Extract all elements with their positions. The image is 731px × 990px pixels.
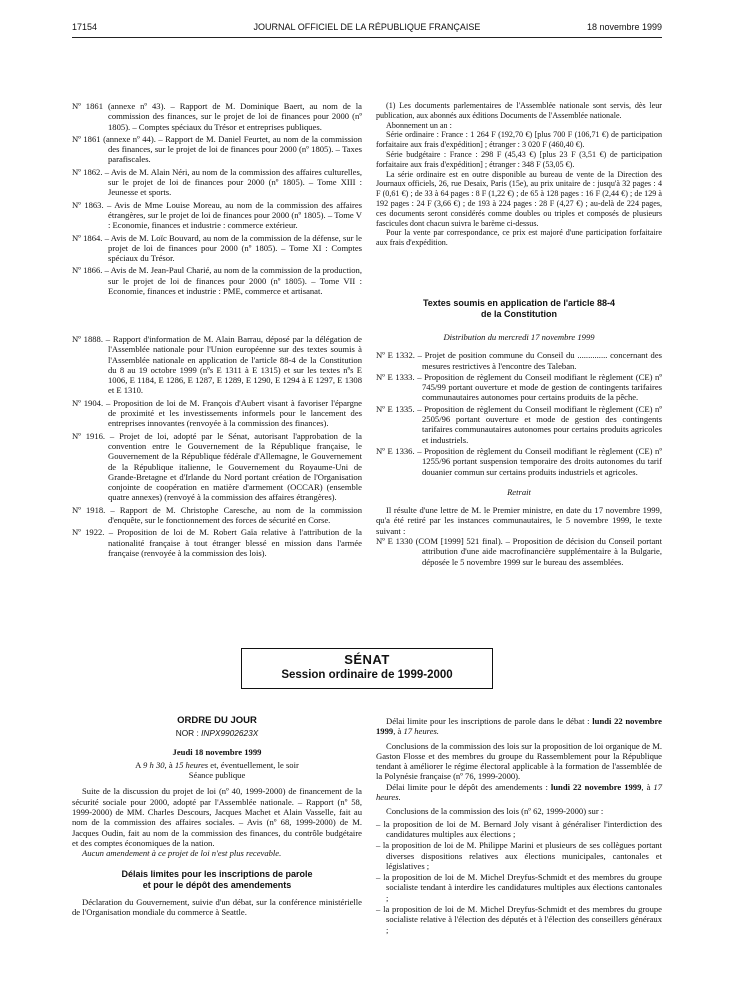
footnote-paragraph: Série budgétaire : France : 298 F (45,43 €) [plus 23 F (3,51 €) de participation forfaitaire aux frais d'expédition] ; étranger : 348 F (53,05 €). [376,149,662,169]
footnote-paragraph: Pour la vente par correspondance, ce prix est majoré d'une participation forfaitaire aux frais d'expédition. [376,228,662,248]
list-item: Nº E 1336. – Proposition de règlement du Conseil modifiant le règlement (CE) nº 1255/96 portant suspension temporaire des droits autonomes du tarif douanier commun sur certains produits industriels et agricoles. [376,445,662,477]
page-number: 17154 [72,22,98,32]
nor-label: NOR : [175,728,199,739]
list-item: – la proposition de loi de M. Philippe Marini et plusieurs de ses collègues portant diverses dispositions relatives aux élections municipales, cantonales et législatives ; [376,840,662,871]
retrait-paragraph: Il résulte d'une lettre de M. le Premier ministre, en date du 17 novembre 1999, qu'a été retiré par les instances communautaires, le 5 novembre 1999, le texte suivant : [376,505,662,536]
list-item: Nº 1916. – Projet de loi, adopté par le Sénat, autorisant l'approbation de la convention entre le Gouvernement de la République française, le Gouvernement de la République fédérale d'Allemagne, le Gouvernement de la République italienne, le Gouvernement du Royaume-Uni de Grande-Bretagne et d'Irlande du Nord portant création de l'Organisation conjointe de coopération en matière d'armement (OCCAR) (ensemble quatre annexes) (renvoyé à la commission des affaires étrangères). [72,430,362,503]
list-item: Nº 1863. – Avis de Mme Louise Moreau, au nom de la commission des affaires étrangères, sur le projet de loi de finances pour 2000 (nº 1805). – Tome V : Economie, finances et industrie : commerce extérieur. [72,199,362,231]
list-item: – la proposition de loi de M. Michel Dreyfus-Schmidt et des membres du groupe socialiste relative à l'élection des députés et à l'élection des conseillers généraux ; [376,904,662,935]
issue-date: 18 novembre 1999 [586,22,662,32]
nor-reference [72,728,362,738]
footnote-paragraph: (1) Les documents parlementaires de l'Assemblée nationale sont servis, dès leur publication, aux abonnés aux éditions Documents de l'Assemblée nationale. [376,101,662,120]
body-paragraph: Aucun amendement à ce projet de loi n'est plus recevable. [82,848,282,859]
nor-value: INPX9902623X [201,728,259,739]
footnote-paragraph: Abonnement un an : [386,120,452,130]
footnote-paragraph: Série ordinaire : France : 1 264 F (192,70 €) [plus 700 F (106,71 €) de participation forfaitaire aux frais d'expédition] ; étranger : 3 020 F (460,40 €). [376,130,662,150]
list-item: Nº 1864. – Avis de M. Loïc Bouvard, au nom de la commission de la défense, sur le projet de loi de finances pour 2000 (nº 1805). – Tome XI : Comptes spéciaux du Trésor. [72,232,362,264]
list-item: Nº 1888. – Rapport d'information de M. Alain Barrau, déposé par la délégation de l'Assemblée nationale pour l'Union européenne sur des textes soumis à l'Assemblée nationale en application de l'article 88-4 de la Constitution du 8 au 19 octobre 1999 (nºs E 1311 à E 1315) et sur les textes nºs E 1006, E 1184, E 1286, E 1287, E 1289, E 1290, E 1294 à E 1297, E 1308 et E 1310. [72,334,362,396]
list-item: Nº 1866. – Avis de M. Jean-Paul Charié, au nom de la commission de la production, sur le projet de loi de finances pour 2000 (nº 1805). – Tome VII : Economie, finances et industrie : PME, commerce et artisanat. [72,265,362,297]
list-item: Nº E 1332. – Projet de position commune du Conseil du .............. concernant des mesures restrictives à l'encontre des Taleban. [376,350,662,371]
body-paragraph: Délai limite pour les inscriptions de parole dans le débat : lundi 22 novembre 1999, à 17 heures. [376,716,662,737]
section-title: Textes soumis en application de l'article 88-4 [422,298,616,308]
left-column-bottom [72,716,362,917]
list-item: Nº 1904. – Proposition de loi de M. François d'Aubert visant à favoriser l'épargne de proximité et les investissements informels pour le lancement des entreprises innovantes (renvoyée à la commission des finances). [72,397,362,429]
list-item: Nº 1861 (annexe nº 44). – Rapport de M. Daniel Feurtet, au nom de la commission des finances, sur le projet de loi de finances pour 2000 (nº 1805). – Taxes parafiscales. [72,133,362,165]
left-column-top [72,101,362,298]
journal-title: JOURNAL OFFICIEL DE LA RÉPUBLIQUE FRANÇAISE [253,22,481,32]
right-column-bottom [376,716,662,936]
list-item: Nº 1918. – Rapport de M. Christophe Caresche, au nom de la commission d'enquête, sur le fonctionnement des forces de sécurité en Corse. [72,504,362,526]
section-title: et pour le dépôt des amendements [142,879,292,890]
list-item: Nº 1922. – Proposition de loi de M. Robert Gaïa relative à l'attribution de la nationalité française à tout étranger blessé en mission dans l'armée française (renvoyée à la commission des lois). [72,527,362,558]
body-paragraph: Conclusions de la commission des lois (nº 62, 1999-2000) sur : [386,806,604,817]
session-date: Jeudi 18 novembre 1999 [172,746,262,757]
list-item: – la proposition de loi de M. Bernard Joly visant à généraliser l'interdiction des candidatures multiples aux élections ; [376,818,662,839]
list-item: – la proposition de loi de M. Michel Dreyfus-Schmidt et des membres du groupe socialiste tendant à interdire les candidatures multiples aux élections cantonales ; [376,872,662,903]
retrait-heading: Retrait [507,486,531,497]
senat-subtitle: Session ordinaire de 1999-2000 [281,669,453,681]
header-rule [72,37,662,38]
ordre-du-jour-title: ORDRE DU JOUR [177,715,257,726]
left-column-middle [72,334,362,560]
senat-banner [241,648,493,689]
body-paragraph: Déclaration du Gouvernement, suivie d'un débat, sur la conférence ministérielle de l'Organisation mondiale du commerce à Seattle. [72,896,362,917]
senat-title: SÉNAT [344,652,390,667]
right-column-top [376,101,662,248]
body-paragraph: Suite de la discussion du projet de loi (nº 40, 1999-2000) de financement de la sécurité sociale pour 2000, adopté par l'Assemblée nationale. – Rapport (nº 58, 1999-2000) de MM. Charles Descours, Jacques Machet et Alain Vasselle, fait au nom de la commission des affaires sociales. – Avis (nº 68, 1999-2000) de M. Jacques Oudin, fait au nom de la commission des finances, du contrôle budgétaire et des comptes économiques de la nation. [72,786,362,848]
running-header [72,22,662,36]
list-item: Nº E 1333. – Proposition de règlement du Conseil modifiant le règlement (CE) nº 745/99 portant ouverture et mode de gestion de contingents tarifaires communautaires autonomes pour certains produits de la pêche. [376,371,662,403]
session-hours: A 9 h 30, à 15 heures et, éventuellement, le soir [135,759,299,770]
distribution-date: Distribution du mercredi 17 novembre 1999 [443,332,595,342]
list-item: Nº 1862. – Avis de M. Alain Néri, au nom de la commission des affaires culturelles, sur le projet de loi de finances pour 2000 (nº 1805). – Tome XIII : Jeunesse et sports. [72,166,362,198]
body-paragraph: Conclusions de la commission des lois sur la proposition de loi organique de M. Gaston Flosse et des membres du groupe du Rassemblement pour la République tendant à améliorer le régime électoral applicable à la formation de l'assemblée de la Polynésie française (nº 76, 1999-2000). [376,740,662,782]
body-paragraph: Délai limite pour le dépôt des amendements : lundi 22 novembre 1999, à 17 heures. [376,781,662,803]
list-item: Nº 1861 (annexe nº 43). – Rapport de M. Dominique Baert, au nom de la commission des finances, sur le projet de loi de finances pour 2000 (nº 1805). – Comptes spéciaux du Trésor et entreprises publiques. [72,101,362,132]
section-title: de la Constitution [481,309,557,319]
list-item: Nº E 1330 (COM [1999] 521 final). – Proposition de décision du Conseil portant attribution d'une aide macrofinancière supplémentaire à la Bulgarie, déposée le 5 novembre 1999 sur le bureau des assemblées. [376,536,662,567]
list-item: Nº E 1335. – Proposition de règlement du Conseil modifiant le règlement (CE) nº 2505/96 portant ouverture et mode de gestion des contingents tarifaires communautaires autonomes pour certains produits agricoles et industriels. [376,403,662,445]
section-title: Délais limites pour les inscriptions de parole [121,868,313,879]
seance-publique: Séance publique [188,770,246,781]
footnote-paragraph: La série ordinaire est en outre disponible au bureau de vente de la Direction des Journaux officiels, 26, rue Desaix, Paris (15e), au prix unitaire de : jusqu'à 32 pages : 4 F (0,61 €) ; de 33 à 64 pages : 8 F (1,22 €) ; de 65 à 128 pages : 16 F (2,44 €) ; de 129 à 192 pages : 24 F (3,66 €) ; de 193 à 224 pages : 28 F (4,27 €) ; au-delà de 224 pages, ces documents seront considérés comme doubles ou triples et composés de plusieurs fascicules dont chacun suivra le barème ci-dessus. [376,169,662,228]
right-column-textes [376,298,662,568]
